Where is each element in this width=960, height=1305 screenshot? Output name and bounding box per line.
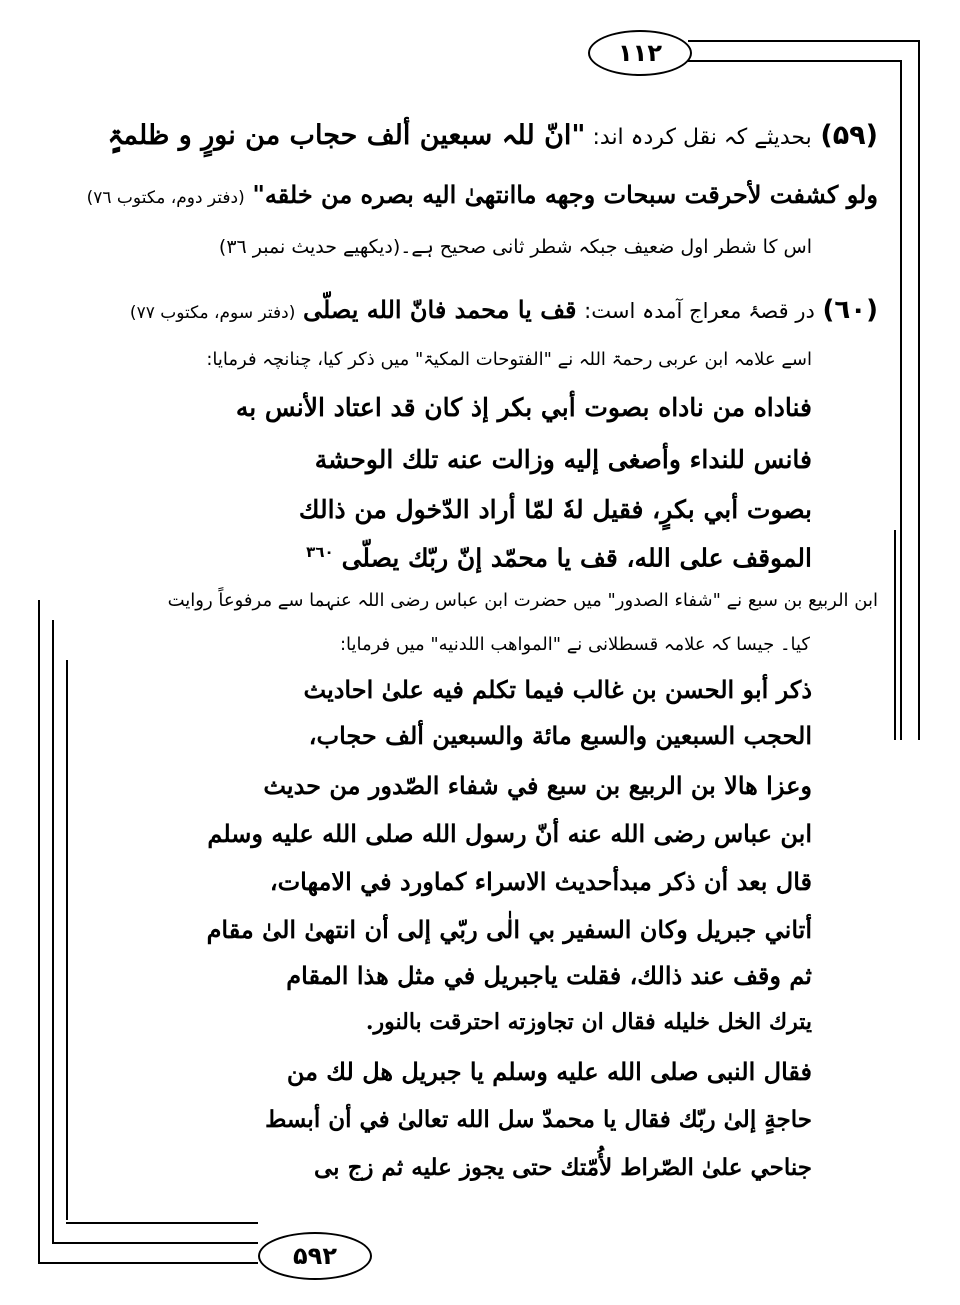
page-number-top: [588, 30, 692, 76]
quote2-line-11: جناحي علىٰ الصّراط لأُمّتك حتى يجوز عليه ثم زج بى: [314, 1154, 812, 1181]
border-right-inner: [900, 60, 902, 740]
border-top-outer: [688, 40, 918, 42]
entry-59-label: (۵۹): [820, 120, 878, 151]
quote2-line-6: أتاني جبريل وكان السفير بي الٰى ربّي إلى أن انتهىٰ الىٰ مقام: [206, 915, 812, 944]
entry-59-line2: [87, 178, 878, 215]
quote1-line-2: فانس للنداء وأصغى إليه وزالت عنه تلك الوحشة: [314, 445, 812, 474]
entry-59-intro: بحدیثے کہ نقل کردہ اند:: [585, 125, 812, 150]
entry-59-note: اس کا شطر اول ضعیف جبکہ شطر ثانی صحیح ہے۔(دیکھیے حدیث نمبر ٣٦): [218, 236, 812, 258]
quote1-line-4: الموقف على الله، قف يا محمّد إنّ ربّك يصلّى: [341, 543, 812, 573]
border-bottom-outer: [38, 1262, 258, 1264]
border-bottom-inner: [66, 1222, 258, 1224]
footnote-mark: ٣٦٠: [306, 543, 334, 561]
entry-60-intro: در قصۂ معراج آمدہ است:: [584, 299, 815, 323]
entry-60-note: اسے علامہ ابن عربی رحمۃ اللہ نے "الفتوحات المکیۃ" میں ذکر کیا، چنانچہ فرمایا:: [206, 349, 812, 370]
quote1-line-1: فناداه من ناداه بصوت أبي بكر إذ كان قد اعتاد الأنس به: [235, 393, 812, 422]
urdu2-line-2: کیا۔ جیسا کہ علامہ قسطلانی نے "المواهب اللدنیه" میں فرمایا:: [339, 634, 810, 655]
quote2-line-3: وعزا هالا بن الربيع بن سبع في شفاء الصّدور من حديث: [263, 771, 812, 800]
urdu2-line-1: ابن الربیع بن سبع نے "شفاء الصدور" میں حضرت ابن عباس رضی اللہ عنہما سے مرفوعاً روایت: [167, 590, 878, 611]
quote2-line-5: قال بعد أن ذكر مبدأحديث الاسراء كماورد في الامهات،: [269, 867, 812, 896]
entry-60-line1: [130, 292, 878, 331]
page-number-top-text: ١١٢: [618, 39, 662, 67]
border-bottom-mid: [52, 1242, 258, 1244]
quote2-line-7: ثم وقف عند ذالك، فقلت ياجبريل في مثل هذا المقام: [286, 961, 812, 990]
entry-60-text: قف یا محمد فانّ الله یصلّی: [302, 295, 577, 324]
entry-59-line1: [108, 118, 878, 156]
page-number-bottom: [258, 1232, 372, 1280]
quote1-line-4-wrap: [306, 532, 812, 578]
border-left-outer: [38, 600, 40, 1262]
entry-59-text-line2: ولو کشفت لأحرقت سبحات وجهه ماانتهیٰ الیه بصره من خلقه": [252, 180, 878, 209]
quote2-line-10: حاجةٍ إلىٰ ربّك فقال يا محمدّ سل الله تعالىٰ في أن أبسط: [265, 1106, 812, 1133]
quote2-line-4: ابن عباس رضى الله عنه أنّ رسول الله صلى الله عليه وسلم: [207, 819, 812, 848]
entry-60-ref: (دفتر سوم، مکتوب ٧٧): [129, 303, 296, 323]
entry-59-text-line1: "انّ للہ سبعین ألف حجاب من نورٍ و ظلمۃٍ: [107, 120, 586, 151]
border-left-mid: [52, 620, 54, 1242]
entry-60-label: (٦٠): [822, 295, 878, 325]
quote2-line-1: ذكر أبو الحسن بن غالب فيما تكلم فيه علىٰ احاديث: [303, 675, 812, 704]
quote2-line-9: فقال النبى صلى الله عليه وسلم يا جبريل هل لك من: [286, 1057, 812, 1086]
quote2-line-8: يترك الخل خليله فقال ان تجاوزته احترقت بالنور.: [365, 1009, 812, 1035]
page-number-bottom-text: ۵۹٢: [293, 1242, 337, 1270]
border-right-outer: [918, 40, 920, 740]
entry-59-ref: (دفتر دوم، مکتوب ٧٦): [86, 188, 245, 208]
border-top-inner: [688, 60, 900, 62]
quote2-line-2: الحجب السبعين والسبع مائة والسبعين ألف حجاب،: [308, 721, 812, 750]
border-right-third: [894, 530, 896, 740]
quote1-line-3: بصوت أبي بكرٍ، فقيل لهٗ لمّا أراد الدّخول من ذالك: [298, 495, 812, 524]
border-left-inner: [66, 660, 68, 1220]
